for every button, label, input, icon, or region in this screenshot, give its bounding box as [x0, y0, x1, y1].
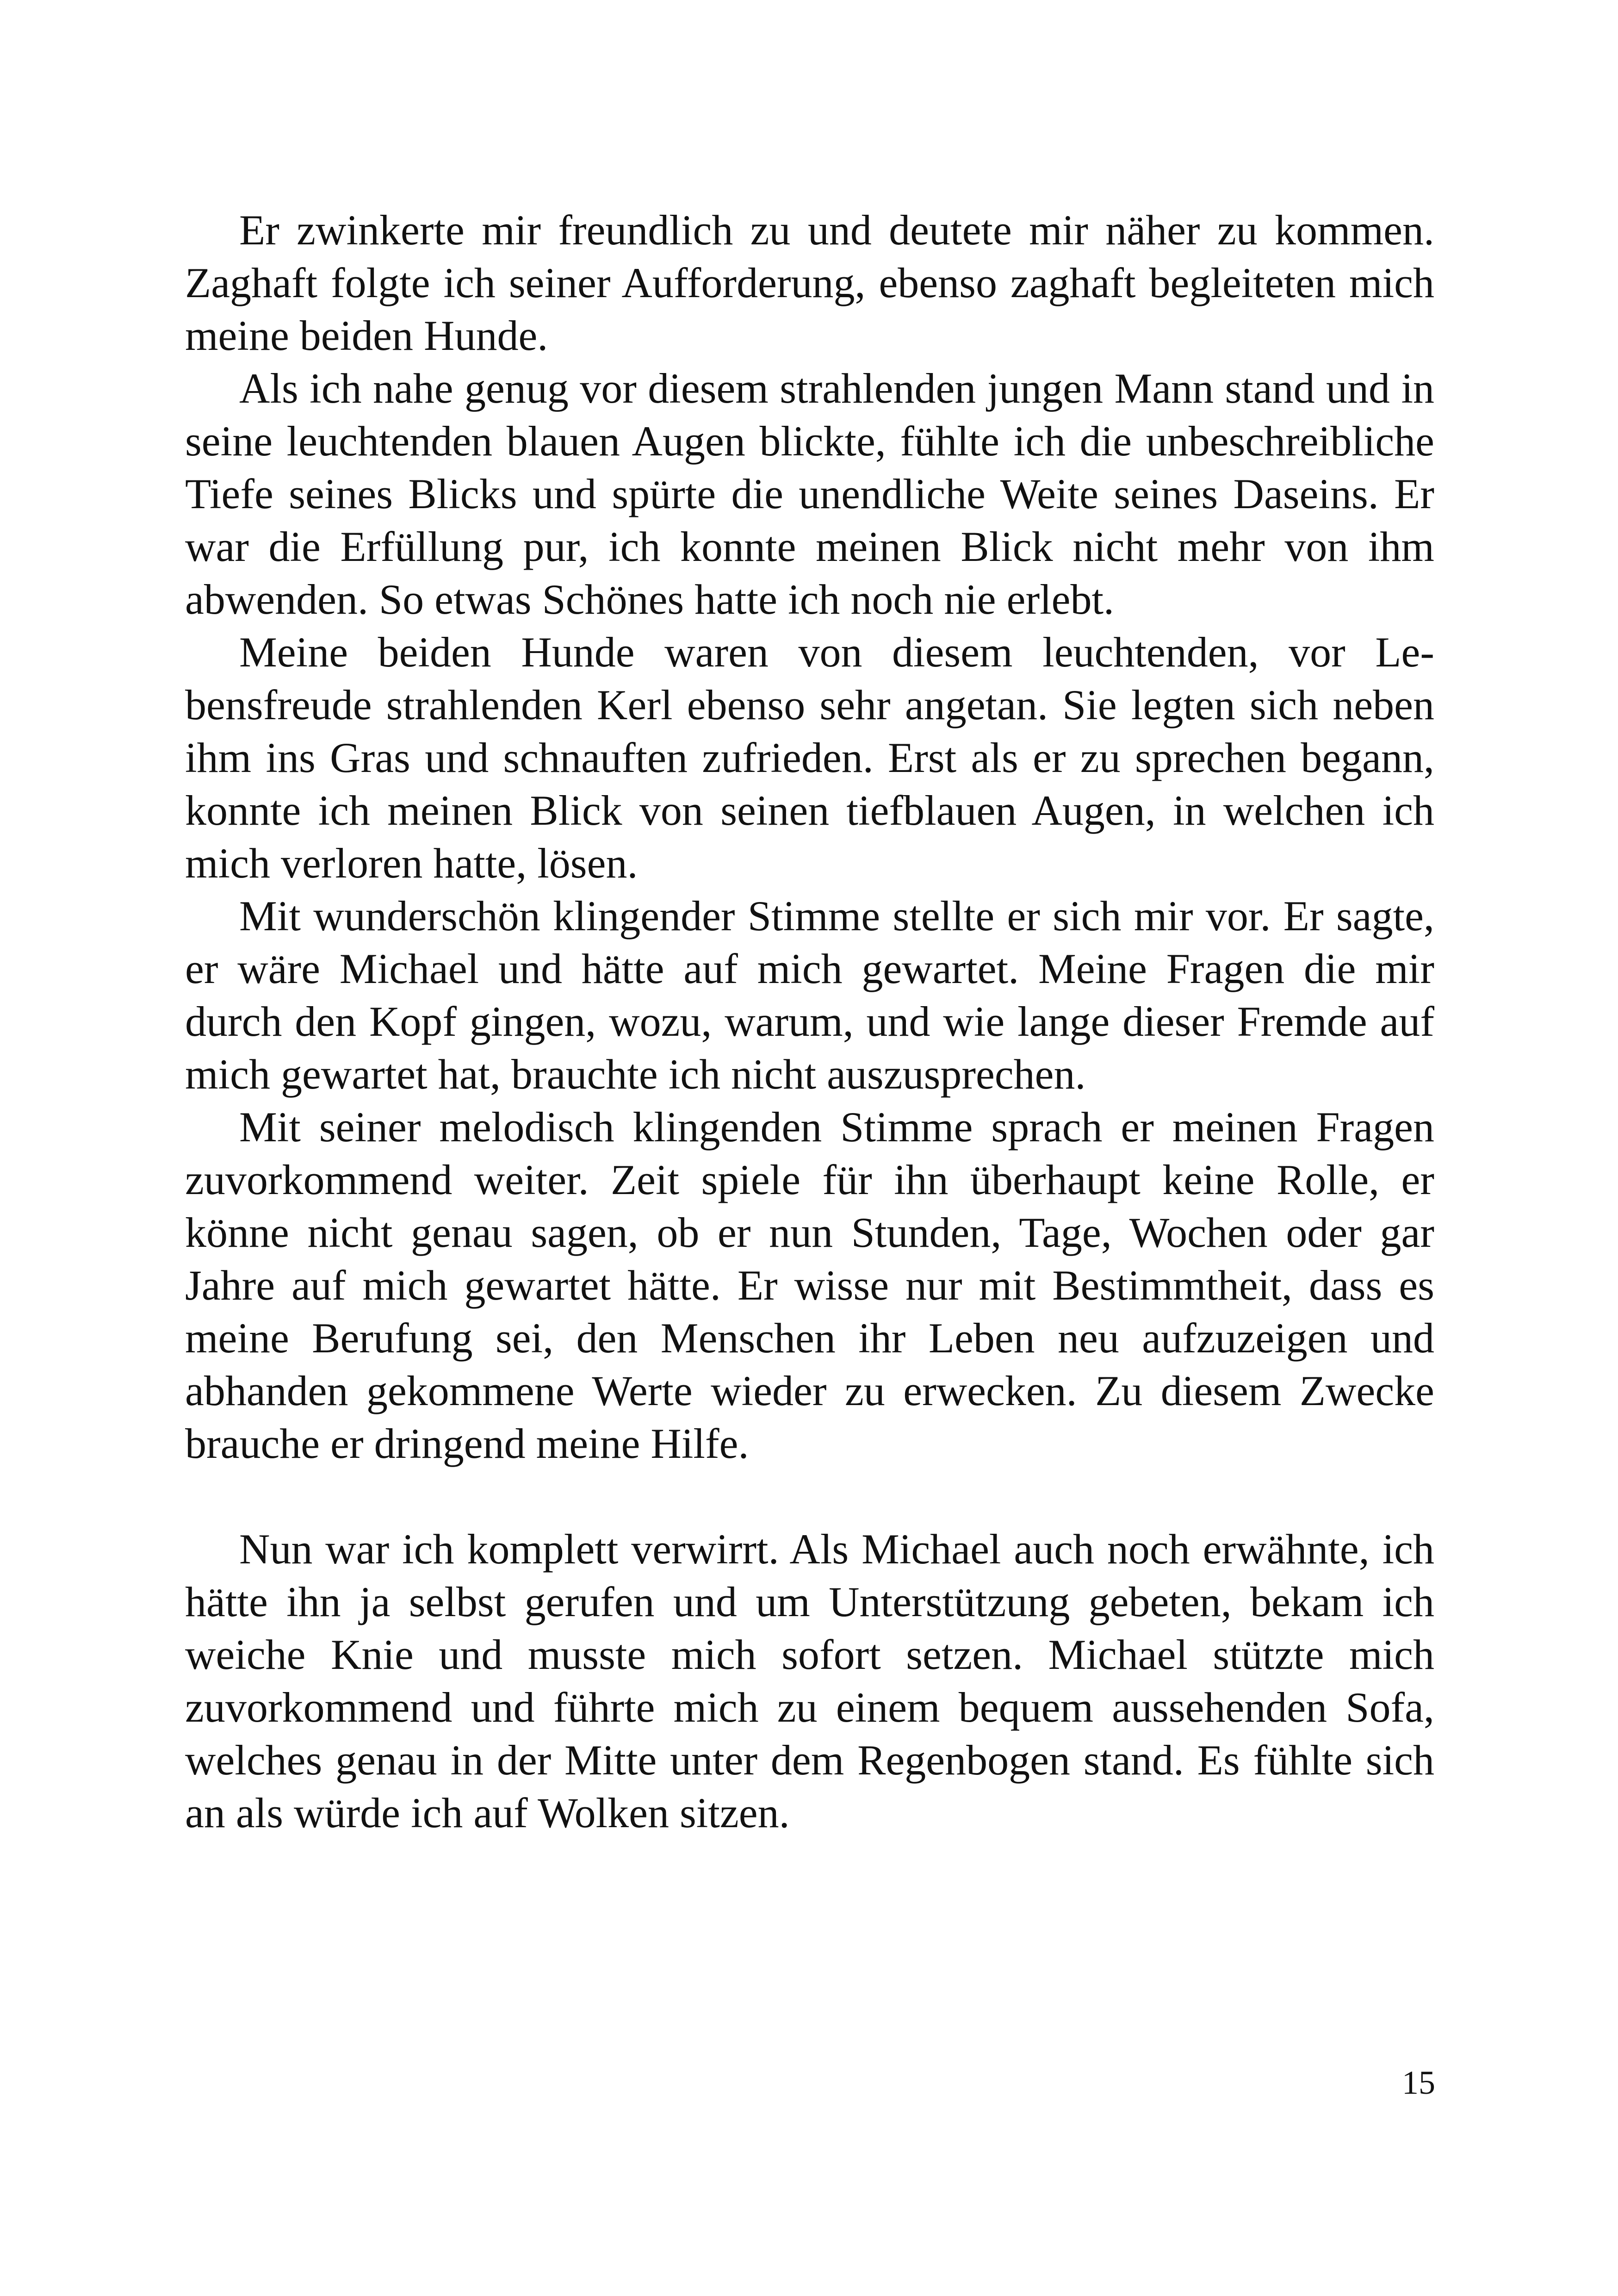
page-number: 15 [1402, 2064, 1435, 2101]
body-text [185, 204, 1434, 1839]
paragraph-3: Meine beiden Hunde waren von diesem leuchtenden, vor Lebensfreude strahlenden Kerl ebenso sehr angetan. Sie legten sich neben ihm ins Gras und schnauften zufrieden. Erst als er zu sprechen begann, konnte ich meinen Blick von seinen tiefblauen Augen, in welchen ich mich verloren hatte, lösen. [185, 628, 1434, 887]
paragraph-5: Mit seiner melodisch klingenden Stimme sprach er meinen Fragen zuvorkommend weiter. Zeit spiele für ihn überhaupt keine Rolle, er könne nicht genau sagen, ob er nun Stunden, Tage, Wochen oder gar Jahre auf mich gewartet hätte. Er wisse nur mit Bestimmtheit, dass es meine Berufung sei, den Menschen ihr Leben neu aufzuzeigen und abhanden gekommene Werte wieder zu erwecken. Zu diesem Zwecke brauche er dringend meine Hilfe. [185, 1103, 1434, 1467]
paragraph-6: Nun war ich komplett verwirrt. Als Michael auch noch erwähnte, ich hätte ihn ja selbst gerufen und um Unterstützung gebeten, bekam ich weiche Knie und musste mich sofort setzen. Michael stützte mich zuvorkommend und führte mich zu einem bequem aussehenden Sofa, welches genau in der Mitte unter dem Regenbogen stand. Es fühlte sich an als würde ich auf Wolken sitzen. [185, 1525, 1434, 1836]
paragraph-4: Mit wunderschön klingender Stimme stellte er sich mir vor. Er sagte, er wäre Michael und hätte auf mich gewartet. Meine Fragen die mir durch den Kopf gingen, wozu, warum, und wie lange dieser Fremde auf mich gewartet hat, brauchte ich nicht auszusprechen. [185, 892, 1434, 1098]
paragraph-1: Er zwinkerte mir freundlich zu und deutete mir näher zu kommen. Zaghaft folgte ich seiner Aufforderung, ebenso zaghaft begleiteten mich meine beiden Hunde. [185, 206, 1434, 359]
paragraph-2: Als ich nahe genug vor diesem strahlenden jungen Mann stand und in seine leuchtenden blauen Augen blickte, fühlte ich die unbeschreibliche Tiefe seines Blicks und spürte die unendliche Weite seines Daseins. Er war die Erfüllung pur, ich konnte meinen Blick nicht mehr von ihm abwenden. So etwas Schönes hatte ich noch nie erlebt. [185, 365, 1434, 623]
